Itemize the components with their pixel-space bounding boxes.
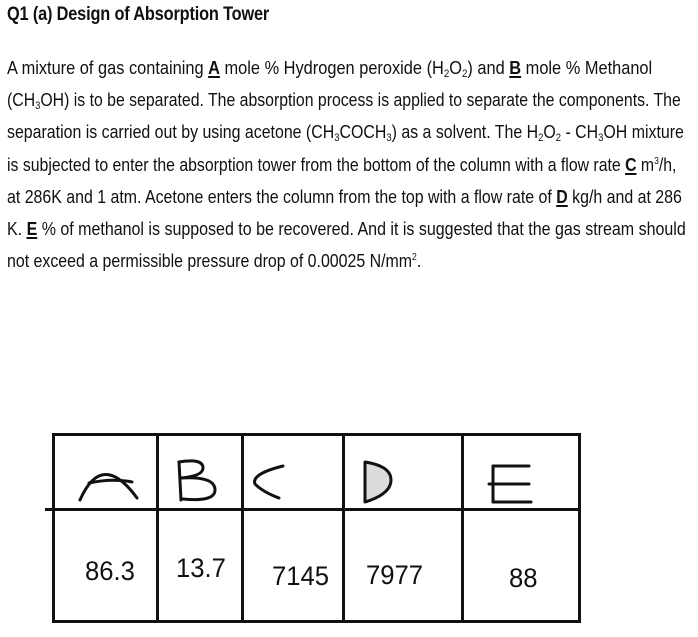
variable-a: A bbox=[208, 57, 220, 78]
table-divider bbox=[241, 436, 244, 620]
values-table bbox=[52, 433, 581, 623]
header-e-glyph bbox=[487, 462, 537, 506]
table-divider bbox=[156, 436, 159, 620]
variable-c: C bbox=[625, 153, 637, 175]
line-1: A mixture of gas containing A mole % Hydrogen peroxide $(H_2O_2)$ and B mole % Methanol bbox=[7, 57, 653, 80]
header-d-glyph bbox=[361, 458, 401, 506]
table-divider bbox=[342, 436, 345, 620]
line-2: $(CH_3OH)$ is to be separated. The absorption process is applied to separate the components. The bbox=[7, 89, 681, 113]
line-3: separation is carried out by using acetone $(CH_3COCH_3)$ as a solvent. The $H_2O_2 - CH_3OH$ mixture bbox=[7, 121, 684, 145]
question-title: Q1 (a) Design of Absorption Tower bbox=[7, 4, 270, 25]
value-a: 86.3 bbox=[85, 556, 135, 586]
value-b: 13.7 bbox=[176, 553, 226, 583]
header-c-glyph bbox=[251, 462, 291, 502]
line-6: K. E % of methanol is supposed to be recovered. And it is suggested that the gas stream should bbox=[7, 217, 686, 239]
variable-b: B bbox=[509, 57, 522, 78]
value-d: 7977 bbox=[366, 560, 424, 590]
variable-d: D bbox=[556, 185, 568, 207]
line-5: at 286K and 1 atm. Acetone enters the column from the top with a flow rate of D kg/h and at 286 bbox=[7, 185, 682, 207]
variable-e: E bbox=[26, 217, 38, 239]
value-e: 88 bbox=[509, 563, 538, 593]
table-divider bbox=[461, 436, 464, 620]
table-divider bbox=[45, 508, 578, 511]
line-7: not exceed a permissible pressure drop of 0.00025 $N/mm^2$. bbox=[7, 250, 422, 272]
line-4: is subjected to enter the absorption tower from the bottom of the column with a flow rate C $m^3/h$, bbox=[7, 153, 677, 175]
problem-statement bbox=[7, 52, 693, 277]
header-b-glyph bbox=[175, 458, 225, 504]
header-a-glyph bbox=[77, 458, 147, 504]
value-c: 7145 bbox=[272, 561, 330, 591]
